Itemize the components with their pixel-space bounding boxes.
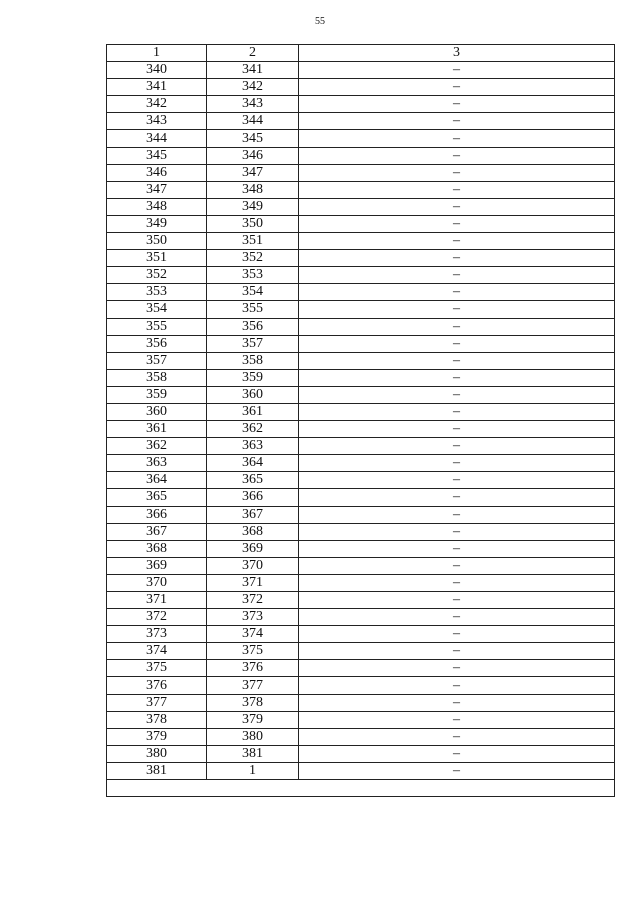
table-cell-col-2: 352 — [207, 250, 299, 267]
table-cell-col-1: 340 — [107, 62, 207, 79]
table-cell-col-3: – — [299, 677, 615, 694]
table-cell-col-1: 363 — [107, 455, 207, 472]
table-cell-col-3: – — [299, 164, 615, 181]
table-row — [107, 421, 615, 438]
table-cell-col-2: 377 — [207, 677, 299, 694]
table-cell-col-1: 350 — [107, 233, 207, 250]
table-cell-col-3: – — [299, 250, 615, 267]
table-cell-col-1: 358 — [107, 369, 207, 386]
table-cell-col-2: 371 — [207, 574, 299, 591]
table-cell-col-2: 345 — [207, 130, 299, 147]
table-header — [107, 45, 615, 62]
table-cell-col-1: 362 — [107, 438, 207, 455]
table-cell-col-3: – — [299, 284, 615, 301]
table-cell-col-2: 369 — [207, 540, 299, 557]
table-cell-col-1: 379 — [107, 728, 207, 745]
table-cell-col-2: 373 — [207, 609, 299, 626]
table-cell-col-2: 360 — [207, 386, 299, 403]
table-cell-col-2: 344 — [207, 113, 299, 130]
table-row — [107, 472, 615, 489]
table-cell-col-1: 364 — [107, 472, 207, 489]
table-cell-col-3: – — [299, 369, 615, 386]
table-cell-col-1: 347 — [107, 181, 207, 198]
table-cell-col-2: 349 — [207, 198, 299, 215]
column-header-1: 1 — [107, 45, 207, 62]
table-cell-col-3: – — [299, 215, 615, 232]
table-row — [107, 79, 615, 96]
table-body — [107, 62, 615, 780]
table-cell-col-3: – — [299, 694, 615, 711]
table-cell-col-2: 375 — [207, 643, 299, 660]
table-row — [107, 643, 615, 660]
table-cell-col-2: 381 — [207, 745, 299, 762]
data-table — [106, 44, 615, 797]
table-cell-col-3: – — [299, 79, 615, 96]
table-row — [107, 198, 615, 215]
table-cell-col-2: 350 — [207, 215, 299, 232]
table-cell-col-3: – — [299, 626, 615, 643]
table-row — [107, 284, 615, 301]
table-cell-col-3: – — [299, 574, 615, 591]
table-cell-col-1: 343 — [107, 113, 207, 130]
table-cell-col-2: 346 — [207, 147, 299, 164]
table-cell-col-1: 351 — [107, 250, 207, 267]
table-cell-col-3: – — [299, 301, 615, 318]
table-cell-col-1: 344 — [107, 130, 207, 147]
table-row — [107, 318, 615, 335]
table-cell-col-3: – — [299, 506, 615, 523]
table-cell-col-3: – — [299, 335, 615, 352]
table-cell-col-1: 349 — [107, 215, 207, 232]
table-cell-col-3: – — [299, 386, 615, 403]
table-cell-col-1: 365 — [107, 489, 207, 506]
table-row — [107, 62, 615, 79]
table-cell-col-1: 348 — [107, 198, 207, 215]
table-cell-col-2: 348 — [207, 181, 299, 198]
table-cell-col-2: 341 — [207, 62, 299, 79]
table-row — [107, 540, 615, 557]
table-cell-col-3: – — [299, 130, 615, 147]
table-cell-col-3: – — [299, 421, 615, 438]
table-cell-col-3: – — [299, 489, 615, 506]
table-cell-col-1: 356 — [107, 335, 207, 352]
table-cell-col-3: – — [299, 540, 615, 557]
table-cell-col-1: 345 — [107, 147, 207, 164]
table-row — [107, 250, 615, 267]
page-number: 55 — [315, 16, 325, 27]
table-cell-col-1: 360 — [107, 403, 207, 420]
table-row — [107, 301, 615, 318]
table-cell-col-2: 379 — [207, 711, 299, 728]
table-row — [107, 506, 615, 523]
table-cell-col-1: 371 — [107, 592, 207, 609]
table-row — [107, 181, 615, 198]
table-row — [107, 369, 615, 386]
table-cell-col-3: – — [299, 96, 615, 113]
table-row — [107, 113, 615, 130]
table-cell-col-3: – — [299, 267, 615, 284]
table-cell-col-2: 358 — [207, 352, 299, 369]
table-cell-col-3: – — [299, 557, 615, 574]
table-cell-col-2: 370 — [207, 557, 299, 574]
table-cell-col-3: – — [299, 113, 615, 130]
table-cell-col-1: 380 — [107, 745, 207, 762]
table-cell-col-2: 378 — [207, 694, 299, 711]
table-row — [107, 745, 615, 762]
table-cell-col-1: 376 — [107, 677, 207, 694]
table-cell-col-1: 372 — [107, 609, 207, 626]
table-cell-col-2: 355 — [207, 301, 299, 318]
column-header-3: 3 — [299, 45, 615, 62]
table-cell-col-3: – — [299, 660, 615, 677]
table-cell-col-1: 359 — [107, 386, 207, 403]
table-cell-col-1: 352 — [107, 267, 207, 284]
table-cell-col-1: 381 — [107, 762, 207, 779]
table-cell-col-3: – — [299, 455, 615, 472]
table-cell-col-3: – — [299, 318, 615, 335]
table-cell-col-3: – — [299, 762, 615, 779]
table-cell-col-2: 361 — [207, 403, 299, 420]
table-cell-col-3: – — [299, 472, 615, 489]
empty-footer-row — [107, 780, 615, 797]
table-cell-col-2: 366 — [207, 489, 299, 506]
table-cell-col-3: – — [299, 233, 615, 250]
table-cell-col-2: 368 — [207, 523, 299, 540]
table-row — [107, 215, 615, 232]
table-cell-col-2: 1 — [207, 762, 299, 779]
table-cell-col-2: 374 — [207, 626, 299, 643]
table-cell-col-1: 377 — [107, 694, 207, 711]
table-row — [107, 164, 615, 181]
table-cell-col-1: 361 — [107, 421, 207, 438]
table-cell-col-2: 347 — [207, 164, 299, 181]
table-cell-col-1: 353 — [107, 284, 207, 301]
table-row — [107, 267, 615, 284]
table-cell-col-1: 366 — [107, 506, 207, 523]
table-cell-col-2: 365 — [207, 472, 299, 489]
table-row — [107, 96, 615, 113]
table-cell-col-2: 342 — [207, 79, 299, 96]
table-row — [107, 352, 615, 369]
table-footer — [107, 780, 615, 797]
table-cell-col-1: 374 — [107, 643, 207, 660]
table-row — [107, 523, 615, 540]
column-header-2: 2 — [207, 45, 299, 62]
table-cell-col-3: – — [299, 523, 615, 540]
table-cell-col-1: 355 — [107, 318, 207, 335]
header-row — [107, 45, 615, 62]
table-cell-col-1: 373 — [107, 626, 207, 643]
table-cell-col-2: 343 — [207, 96, 299, 113]
table-cell-col-1: 369 — [107, 557, 207, 574]
table-cell-col-3: – — [299, 592, 615, 609]
table-row — [107, 609, 615, 626]
table-row — [107, 711, 615, 728]
table-cell-col-2: 380 — [207, 728, 299, 745]
table-row — [107, 335, 615, 352]
table-cell-col-2: 376 — [207, 660, 299, 677]
table-row — [107, 438, 615, 455]
table-cell-col-3: – — [299, 643, 615, 660]
table-row — [107, 660, 615, 677]
table-row — [107, 386, 615, 403]
table-cell-col-2: 367 — [207, 506, 299, 523]
table-cell-col-3: – — [299, 438, 615, 455]
table-cell-col-2: 363 — [207, 438, 299, 455]
table-cell-col-3: – — [299, 181, 615, 198]
table-cell-col-3: – — [299, 62, 615, 79]
table-cell-col-3: – — [299, 198, 615, 215]
table-cell-col-2: 351 — [207, 233, 299, 250]
table-row — [107, 677, 615, 694]
table-cell-col-3: – — [299, 403, 615, 420]
empty-footer-cell — [107, 780, 615, 797]
table-row — [107, 147, 615, 164]
table-cell-col-1: 368 — [107, 540, 207, 557]
table-row — [107, 130, 615, 147]
table-cell-col-2: 356 — [207, 318, 299, 335]
table-row — [107, 489, 615, 506]
table-cell-col-2: 353 — [207, 267, 299, 284]
table-row — [107, 233, 615, 250]
table-cell-col-1: 346 — [107, 164, 207, 181]
table-cell-col-2: 362 — [207, 421, 299, 438]
table-row — [107, 694, 615, 711]
table-cell-col-1: 357 — [107, 352, 207, 369]
table-row — [107, 403, 615, 420]
table-row — [107, 557, 615, 574]
table-cell-col-2: 357 — [207, 335, 299, 352]
table-cell-col-1: 367 — [107, 523, 207, 540]
table-cell-col-2: 354 — [207, 284, 299, 301]
table-cell-col-1: 378 — [107, 711, 207, 728]
table-cell-col-3: – — [299, 352, 615, 369]
table-cell-col-2: 372 — [207, 592, 299, 609]
table-cell-col-1: 342 — [107, 96, 207, 113]
table-cell-col-2: 359 — [207, 369, 299, 386]
table-cell-col-3: – — [299, 711, 615, 728]
table-row — [107, 626, 615, 643]
table-cell-col-3: – — [299, 609, 615, 626]
table-cell-col-1: 354 — [107, 301, 207, 318]
table-cell-col-1: 370 — [107, 574, 207, 591]
table-cell-col-1: 375 — [107, 660, 207, 677]
table-row — [107, 762, 615, 779]
table-cell-col-3: – — [299, 728, 615, 745]
table-cell-col-3: – — [299, 745, 615, 762]
table-cell-col-2: 364 — [207, 455, 299, 472]
table-row — [107, 574, 615, 591]
table-row — [107, 728, 615, 745]
table-row — [107, 455, 615, 472]
table-cell-col-1: 341 — [107, 79, 207, 96]
table-row — [107, 592, 615, 609]
table-cell-col-3: – — [299, 147, 615, 164]
